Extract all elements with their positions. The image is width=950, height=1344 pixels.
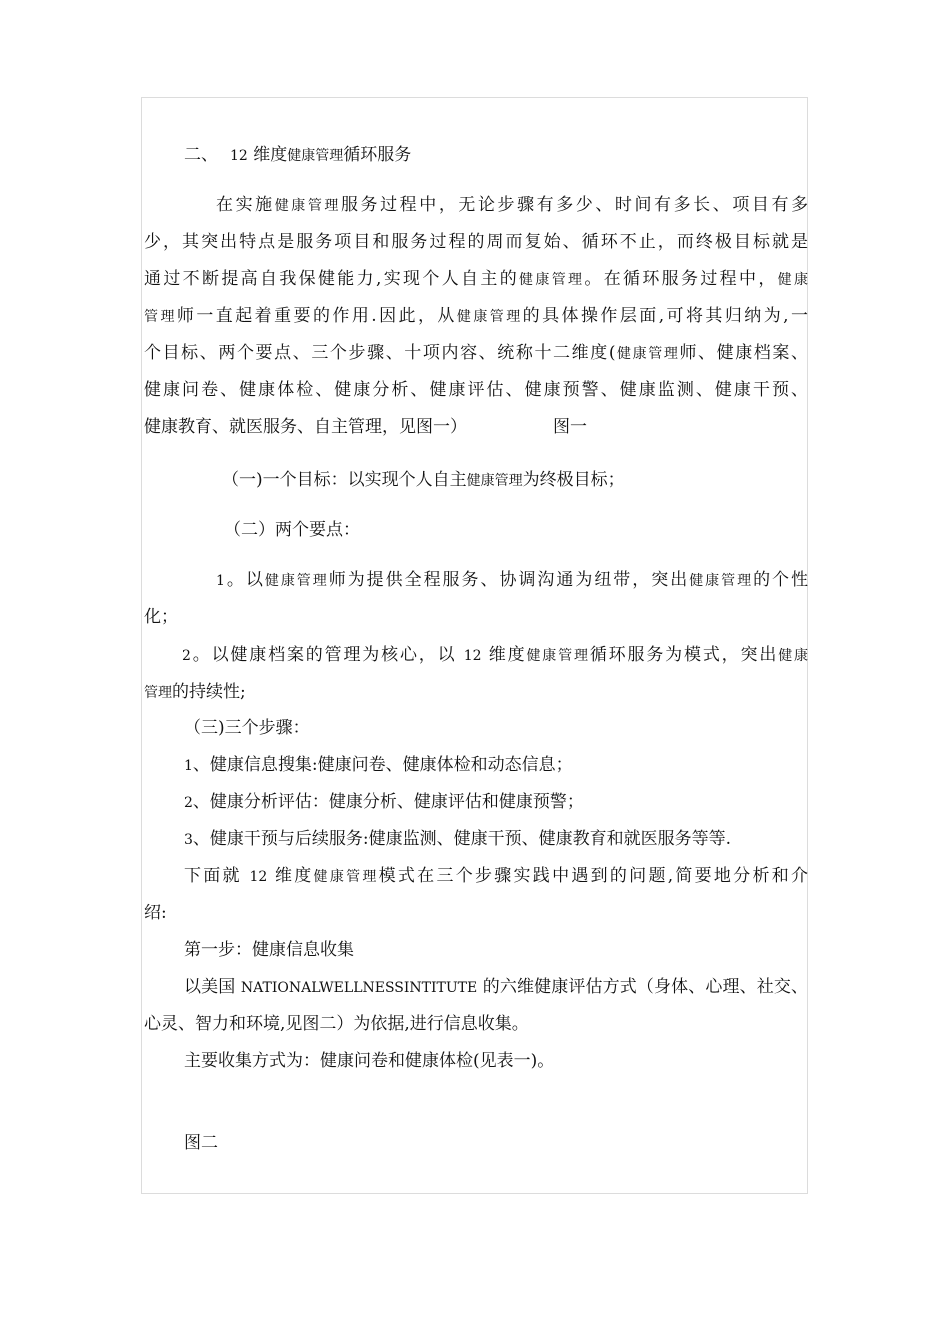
section-heading: 二、 12 维度健康管理循环服务 bbox=[184, 145, 412, 165]
point-1: 1。以健康管理师为提供全程服务、协调沟通为纽带，突出健康管理的个性 化； bbox=[144, 570, 809, 627]
intro-line-1: 在实施健康管理服务过程中，无论步骤有多少、时间有多长、项目有多 bbox=[216, 195, 809, 215]
intro-paragraph bbox=[144, 187, 808, 446]
intro-line-3: 通过不断提高自我保健能力,实现个人自主的健康管理。在循环服务过程中，健康 bbox=[144, 269, 809, 289]
step-2: 2、健康分析评估：健康分析、健康评估和健康预警； bbox=[184, 792, 584, 812]
goal-line: （一)一个目标：以实现个人自主健康管理为终极目标； bbox=[222, 470, 625, 490]
step-one-title: 第一步：健康信息收集 bbox=[184, 940, 354, 960]
next-line-2: 绍: bbox=[144, 903, 167, 923]
step-3: 3、健康干预与后续服务:健康监测、健康干预、健康教育和就医服务等等. bbox=[184, 829, 732, 849]
figure-1-label: 图一 bbox=[553, 417, 587, 437]
intro-line-7: 健康教育、就医服务、自主管理，见图一） 图一 bbox=[144, 417, 587, 437]
intro-line-6: 健康问卷、健康体检、健康分析、健康评估、健康预警、健康监测、健康干预、 bbox=[144, 380, 808, 400]
step-1: 1、健康信息搜集:健康问卷、健康体检和动态信息； bbox=[184, 755, 573, 775]
figure-2-label: 图二 bbox=[184, 1133, 218, 1153]
intro-line-4: 管理师一直起着重要的作用.因此，从健康管理的具体操作层面,可将其归纳为,一 bbox=[144, 306, 809, 326]
steps-block bbox=[144, 710, 808, 1080]
points-heading: （二）两个要点： bbox=[224, 520, 360, 540]
intro-line-2: 少，其突出特点是服务项目和服务过程的周而复始、循环不止，而终极目标就是 bbox=[144, 232, 808, 252]
intro-line-5: 个目标、两个要点、三个步骤、十项内容、统称十二维度(健康管理师、健康档案、 bbox=[144, 343, 808, 363]
nwi-line: 以美国 NATIONALWELLNESSINTITUTE 的六维健康评估方式（身体、心理、社交、 bbox=[184, 977, 809, 997]
steps-heading: （三)三个步骤： bbox=[184, 718, 310, 738]
nwi-line-2: 心灵、智力和环境,见图二）为依据,进行信息收集。 bbox=[144, 1014, 529, 1034]
point-2: 2。以健康档案的管理为核心，以 12 维度健康管理循环服务为模式，突出健康 管理的持续性; bbox=[144, 645, 809, 702]
next-line: 下面就 12 维度健康管理模式在三个步骤实践中遇到的问题,简要地分析和介 bbox=[184, 866, 809, 886]
methods-line: 主要收集方式为：健康问卷和健康体检(见表一)。 bbox=[184, 1051, 555, 1071]
